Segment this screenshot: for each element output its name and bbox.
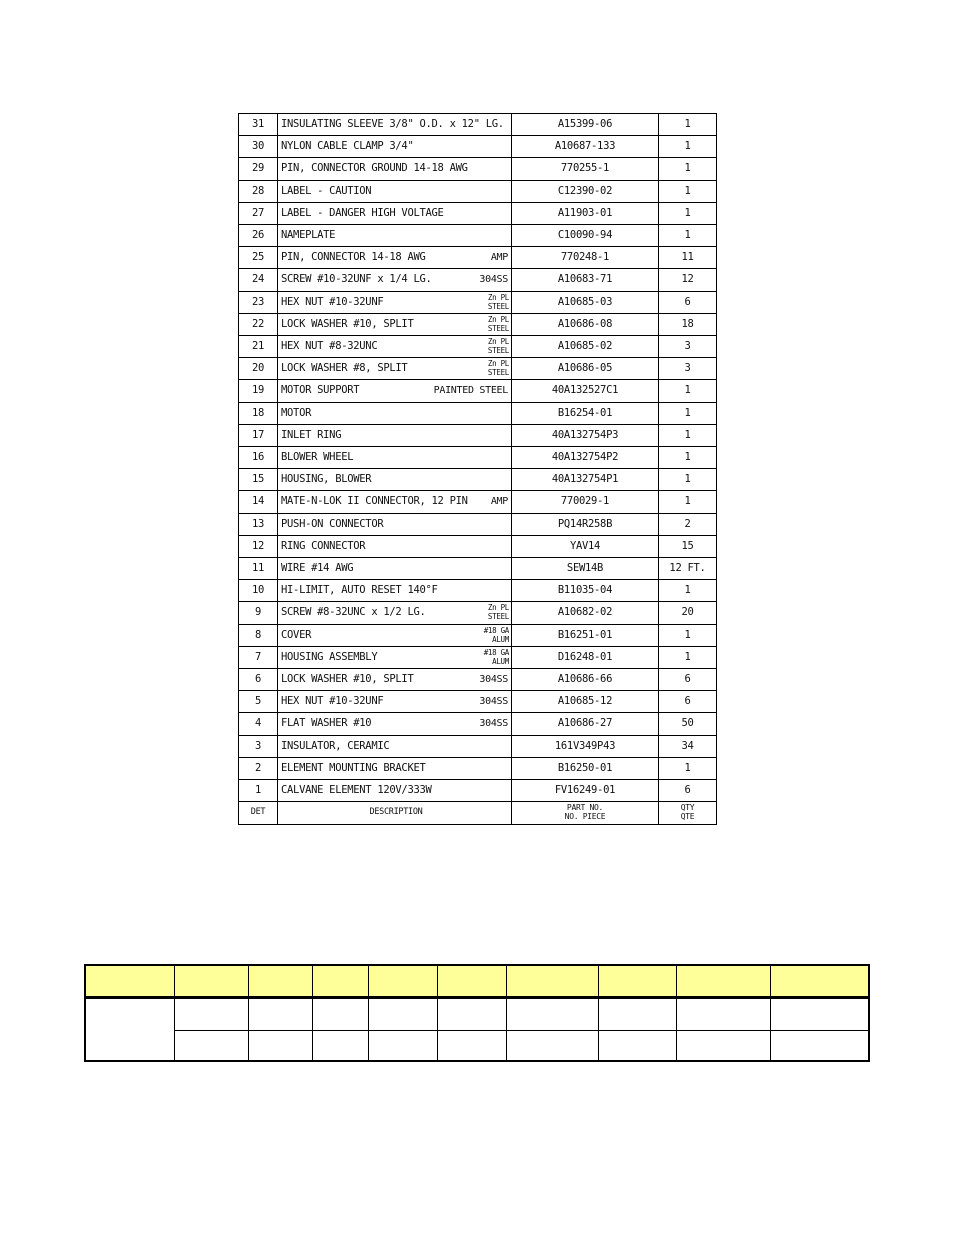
header-quantity (659, 802, 716, 824)
part-description (278, 380, 512, 401)
part-description (278, 625, 512, 646)
part-number: FV16249-01 (512, 780, 659, 801)
description-text: HOUSING ASSEMBLY (281, 650, 378, 663)
part-number: A10685-03 (512, 292, 659, 313)
det-number: 18 (239, 403, 278, 424)
det-number: 20 (239, 358, 278, 379)
material-line: STEEL (487, 346, 509, 355)
quantity: 6 (684, 695, 691, 708)
description-text: HEX NUT #8-32UNC (281, 340, 378, 352)
det-number: 13 (239, 514, 278, 535)
det-number: 5 (239, 691, 278, 712)
material-label (488, 293, 509, 311)
description-text: HOUSING, BLOWER (281, 473, 372, 486)
part-description (278, 425, 512, 446)
quantity: 1 (684, 140, 691, 153)
part-number: A15399-06 (512, 114, 659, 135)
part-number: A10686-66 (512, 669, 659, 690)
parts-list-header-row (239, 802, 716, 824)
part-description (278, 602, 512, 623)
part-description (278, 758, 512, 779)
description-text: COVER (281, 628, 312, 641)
quantity: 15 (681, 539, 694, 552)
det-number: 25 (239, 247, 278, 268)
part-number: 40A132754P1 (512, 469, 659, 490)
description-text: WIRE #14 AWG (281, 562, 354, 574)
part-number: B16254-01 (512, 403, 659, 424)
det-number: 6 (239, 669, 278, 690)
material-line: ALUM (492, 634, 509, 644)
quantity: 12 (681, 273, 694, 286)
part-description (278, 358, 512, 379)
part-number: A10686-27 (512, 713, 659, 734)
part-number: 40A132527C1 (512, 380, 659, 401)
description-text: RING CONNECTOR (281, 539, 366, 552)
revision-column-divider (437, 966, 438, 1060)
part-number: B16250-01 (512, 758, 659, 779)
description-text: HEX NUT #10-32UNF (281, 695, 384, 708)
description-text: LOCK WASHER #10, SPLIT (281, 317, 414, 330)
quantity: 18 (681, 317, 694, 330)
quantity: 1 (684, 162, 691, 175)
quantity: 3 (684, 340, 691, 352)
det-number: 26 (239, 225, 278, 246)
det-number: 17 (239, 425, 278, 446)
parts-list-row (239, 758, 716, 780)
det-number: 4 (239, 713, 278, 734)
part-number: A10682-02 (512, 602, 659, 623)
det-number: 3 (239, 736, 278, 757)
part-number: 40A132754P3 (512, 425, 659, 446)
det-number: 12 (239, 536, 278, 557)
part-description (278, 114, 512, 135)
parts-list-row (239, 580, 716, 602)
part-number: D16248-01 (512, 647, 659, 668)
description-text: FLAT WASHER #10 (281, 717, 372, 730)
parts-list-row (239, 469, 716, 491)
det-number: 22 (239, 314, 278, 335)
det-number: 31 (239, 114, 278, 135)
quantity: 1 (684, 428, 691, 441)
part-number: 770248-1 (512, 247, 659, 268)
parts-list-row (239, 358, 716, 380)
parts-list-row (239, 292, 716, 314)
det-number: 21 (239, 336, 278, 357)
part-number: A10685-12 (512, 691, 659, 712)
part-description (278, 558, 512, 579)
description-text: ELEMENT MOUNTING BRACKET (281, 761, 426, 774)
part-number: A10685-02 (512, 336, 659, 357)
part-number: 161V349P43 (512, 736, 659, 757)
det-number: 10 (239, 580, 278, 601)
part-number: YAV14 (512, 536, 659, 557)
description-text: PUSH-ON CONNECTOR (281, 517, 384, 530)
quantity: 6 (684, 784, 691, 796)
material-label: PAINTED STEEL (433, 385, 508, 397)
material-label (484, 626, 509, 644)
material-line: STEEL (487, 612, 509, 622)
parts-list-row (239, 114, 716, 136)
description-text: BLOWER WHEEL (281, 451, 354, 463)
description-text: PIN, CONNECTOR GROUND 14-18 AWG (281, 162, 468, 175)
parts-list-row (239, 181, 716, 203)
description-text: LABEL - CAUTION (281, 184, 372, 197)
description-text: NYLON CABLE CLAMP 3/4" (281, 140, 414, 153)
det-number: 11 (239, 558, 278, 579)
det-number: 8 (239, 625, 278, 646)
quantity: 1 (684, 473, 691, 486)
part-number: 770029-1 (512, 491, 659, 512)
part-number: B16251-01 (512, 625, 659, 646)
quantity: 1 (684, 184, 691, 197)
parts-list-row (239, 447, 716, 469)
part-description (278, 447, 512, 468)
parts-list-row (239, 269, 716, 291)
quantity: 50 (681, 717, 694, 730)
part-description (278, 269, 512, 290)
parts-list-row (239, 491, 716, 513)
det-number: 9 (239, 602, 278, 623)
description-text: INLET RING (281, 428, 342, 441)
det-number: 24 (239, 269, 278, 290)
quantity: 34 (681, 739, 694, 752)
description-text: HEX NUT #10-32UNF (281, 295, 384, 308)
material-label (484, 648, 509, 666)
parts-list-row (239, 536, 716, 558)
material-label (488, 359, 509, 377)
det-number: 29 (239, 158, 278, 179)
quantity: 6 (684, 673, 691, 685)
description-text: HI-LIMIT, AUTO RESET 140°F (281, 584, 438, 597)
parts-list-row (239, 403, 716, 425)
det-number: 1 (239, 780, 278, 801)
part-description (278, 647, 512, 668)
parts-list-row (239, 669, 716, 691)
parts-list-row (239, 691, 716, 713)
part-number: 770255-1 (512, 158, 659, 179)
material-line: Zn PL (487, 292, 509, 302)
description-text: INSULATOR, CERAMIC (281, 739, 390, 752)
part-description (278, 580, 512, 601)
material-label: AMP (490, 252, 508, 264)
quantity: 1 (684, 628, 691, 641)
parts-list-row (239, 780, 716, 802)
description-text: MOTOR SUPPORT (281, 384, 360, 397)
material-line: ALUM (492, 656, 509, 666)
revision-column-divider (770, 966, 771, 1060)
part-number: 40A132754P2 (512, 447, 659, 468)
header-line: NO. PIECE (564, 812, 606, 822)
part-description (278, 181, 512, 202)
part-description (278, 314, 512, 335)
part-number: SEW14B (512, 558, 659, 579)
quantity: 11 (681, 251, 694, 264)
det-number: 2 (239, 758, 278, 779)
part-description (278, 225, 512, 246)
description-text: NAMEPLATE (281, 229, 336, 241)
header-line: QTE (680, 812, 695, 822)
part-description (278, 780, 512, 801)
quantity: 1 (684, 118, 691, 130)
part-number: B11035-04 (512, 580, 659, 601)
quantity: 1 (684, 406, 691, 419)
parts-list-row (239, 314, 716, 336)
material-line: STEEL (487, 301, 509, 311)
quantity: 1 (684, 229, 691, 241)
quantity: 20 (681, 606, 694, 619)
det-number: 28 (239, 181, 278, 202)
parts-list-table (238, 113, 717, 825)
description-text: LOCK WASHER #10, SPLIT (281, 673, 414, 685)
revision-column-divider (174, 966, 175, 1060)
material-label (488, 603, 509, 621)
part-description (278, 136, 512, 157)
quantity: 12 FT. (669, 562, 706, 574)
quantity: 2 (684, 517, 691, 530)
header-description: DESCRIPTION (278, 802, 512, 824)
revision-column-divider (506, 966, 507, 1060)
header-det: DET (239, 802, 278, 824)
header-qty-lines (659, 802, 716, 821)
parts-list-row (239, 514, 716, 536)
parts-list-row (239, 158, 716, 180)
material-line: Zn PL (487, 337, 509, 346)
material-line: #18 GA (483, 647, 509, 657)
parts-list-row (239, 558, 716, 580)
part-number: A10686-08 (512, 314, 659, 335)
det-number: 7 (239, 647, 278, 668)
parts-list-row (239, 247, 716, 269)
det-number: 30 (239, 136, 278, 157)
quantity: 6 (684, 295, 691, 308)
det-number: 14 (239, 491, 278, 512)
part-description (278, 469, 512, 490)
part-number: A11903-01 (512, 203, 659, 224)
parts-list-row (239, 625, 716, 647)
det-number: 23 (239, 292, 278, 313)
header-part-number (512, 802, 659, 824)
description-text: MOTOR (281, 406, 312, 419)
description-text: SCREW #10-32UNF x 1/4 LG. (281, 273, 432, 286)
parts-list-row (239, 203, 716, 225)
quantity: 1 (684, 495, 691, 508)
header-part-lines (512, 802, 658, 821)
parts-list-row (239, 736, 716, 758)
part-description (278, 713, 512, 734)
part-description (278, 491, 512, 512)
part-description (278, 403, 512, 424)
material-label: 304SS (479, 696, 508, 708)
revision-table-header (86, 966, 868, 999)
part-number: C12390-02 (512, 181, 659, 202)
part-description (278, 514, 512, 535)
description-text: LABEL - DANGER HIGH VOLTAGE (281, 206, 444, 219)
parts-list-row (239, 136, 716, 158)
material-line: #18 GA (483, 625, 509, 635)
description-text: INSULATING SLEEVE 3/8" O.D. x 12" LG. (281, 118, 504, 130)
parts-list-row (239, 380, 716, 402)
part-description (278, 691, 512, 712)
description-text: MATE-N-LOK II CONNECTOR, 12 PIN (281, 495, 468, 508)
part-description (278, 292, 512, 313)
part-description (278, 736, 512, 757)
revision-column-divider (312, 966, 313, 1060)
material-line: Zn PL (487, 603, 509, 613)
det-number: 27 (239, 203, 278, 224)
part-description (278, 247, 512, 268)
material-label (488, 337, 509, 355)
description-text: CALVANE ELEMENT 120V/333W (281, 784, 432, 796)
part-number: PQ14R258B (512, 514, 659, 535)
det-number: 19 (239, 380, 278, 401)
quantity: 1 (684, 451, 691, 463)
quantity: 1 (684, 206, 691, 219)
part-description (278, 336, 512, 357)
revision-column-divider (676, 966, 677, 1060)
revision-column-divider (248, 966, 249, 1060)
part-number: C10090-94 (512, 225, 659, 246)
quantity: 3 (684, 362, 691, 375)
parts-list-row (239, 336, 716, 358)
header-line: QTY (680, 803, 695, 813)
description-text: PIN, CONNECTOR 14-18 AWG (281, 251, 426, 264)
material-label: 304SS (479, 674, 508, 685)
material-line: Zn PL (487, 359, 509, 369)
material-label: 304SS (479, 718, 508, 730)
det-number: 15 (239, 469, 278, 490)
parts-list-row (239, 425, 716, 447)
description-text: LOCK WASHER #8, SPLIT (281, 362, 408, 375)
part-description (278, 536, 512, 557)
material-line: Zn PL (487, 314, 509, 324)
material-line: STEEL (487, 323, 509, 333)
det-number: 16 (239, 447, 278, 468)
part-number: A10686-05 (512, 358, 659, 379)
part-description (278, 669, 512, 690)
parts-list-row (239, 602, 716, 624)
quantity: 1 (684, 650, 691, 663)
part-description (278, 158, 512, 179)
header-line: PART NO. (566, 803, 604, 813)
part-description (278, 203, 512, 224)
part-number: A10687-133 (512, 136, 659, 157)
quantity: 1 (684, 384, 691, 397)
material-label (488, 315, 509, 333)
material-label: 304SS (479, 274, 508, 286)
description-text: SCREW #8-32UNC x 1/2 LG. (281, 606, 426, 619)
revision-column-divider (368, 966, 369, 1060)
revision-column-divider (598, 966, 599, 1060)
material-label: AMP (490, 496, 508, 508)
revision-row-divider (174, 1030, 868, 1031)
parts-list-row (239, 647, 716, 669)
material-line: STEEL (487, 368, 509, 378)
quantity: 1 (684, 584, 691, 597)
quantity: 1 (684, 761, 691, 774)
part-number: A10683-71 (512, 269, 659, 290)
revision-table (84, 964, 870, 1062)
parts-list-row (239, 225, 716, 247)
parts-list-row (239, 713, 716, 735)
